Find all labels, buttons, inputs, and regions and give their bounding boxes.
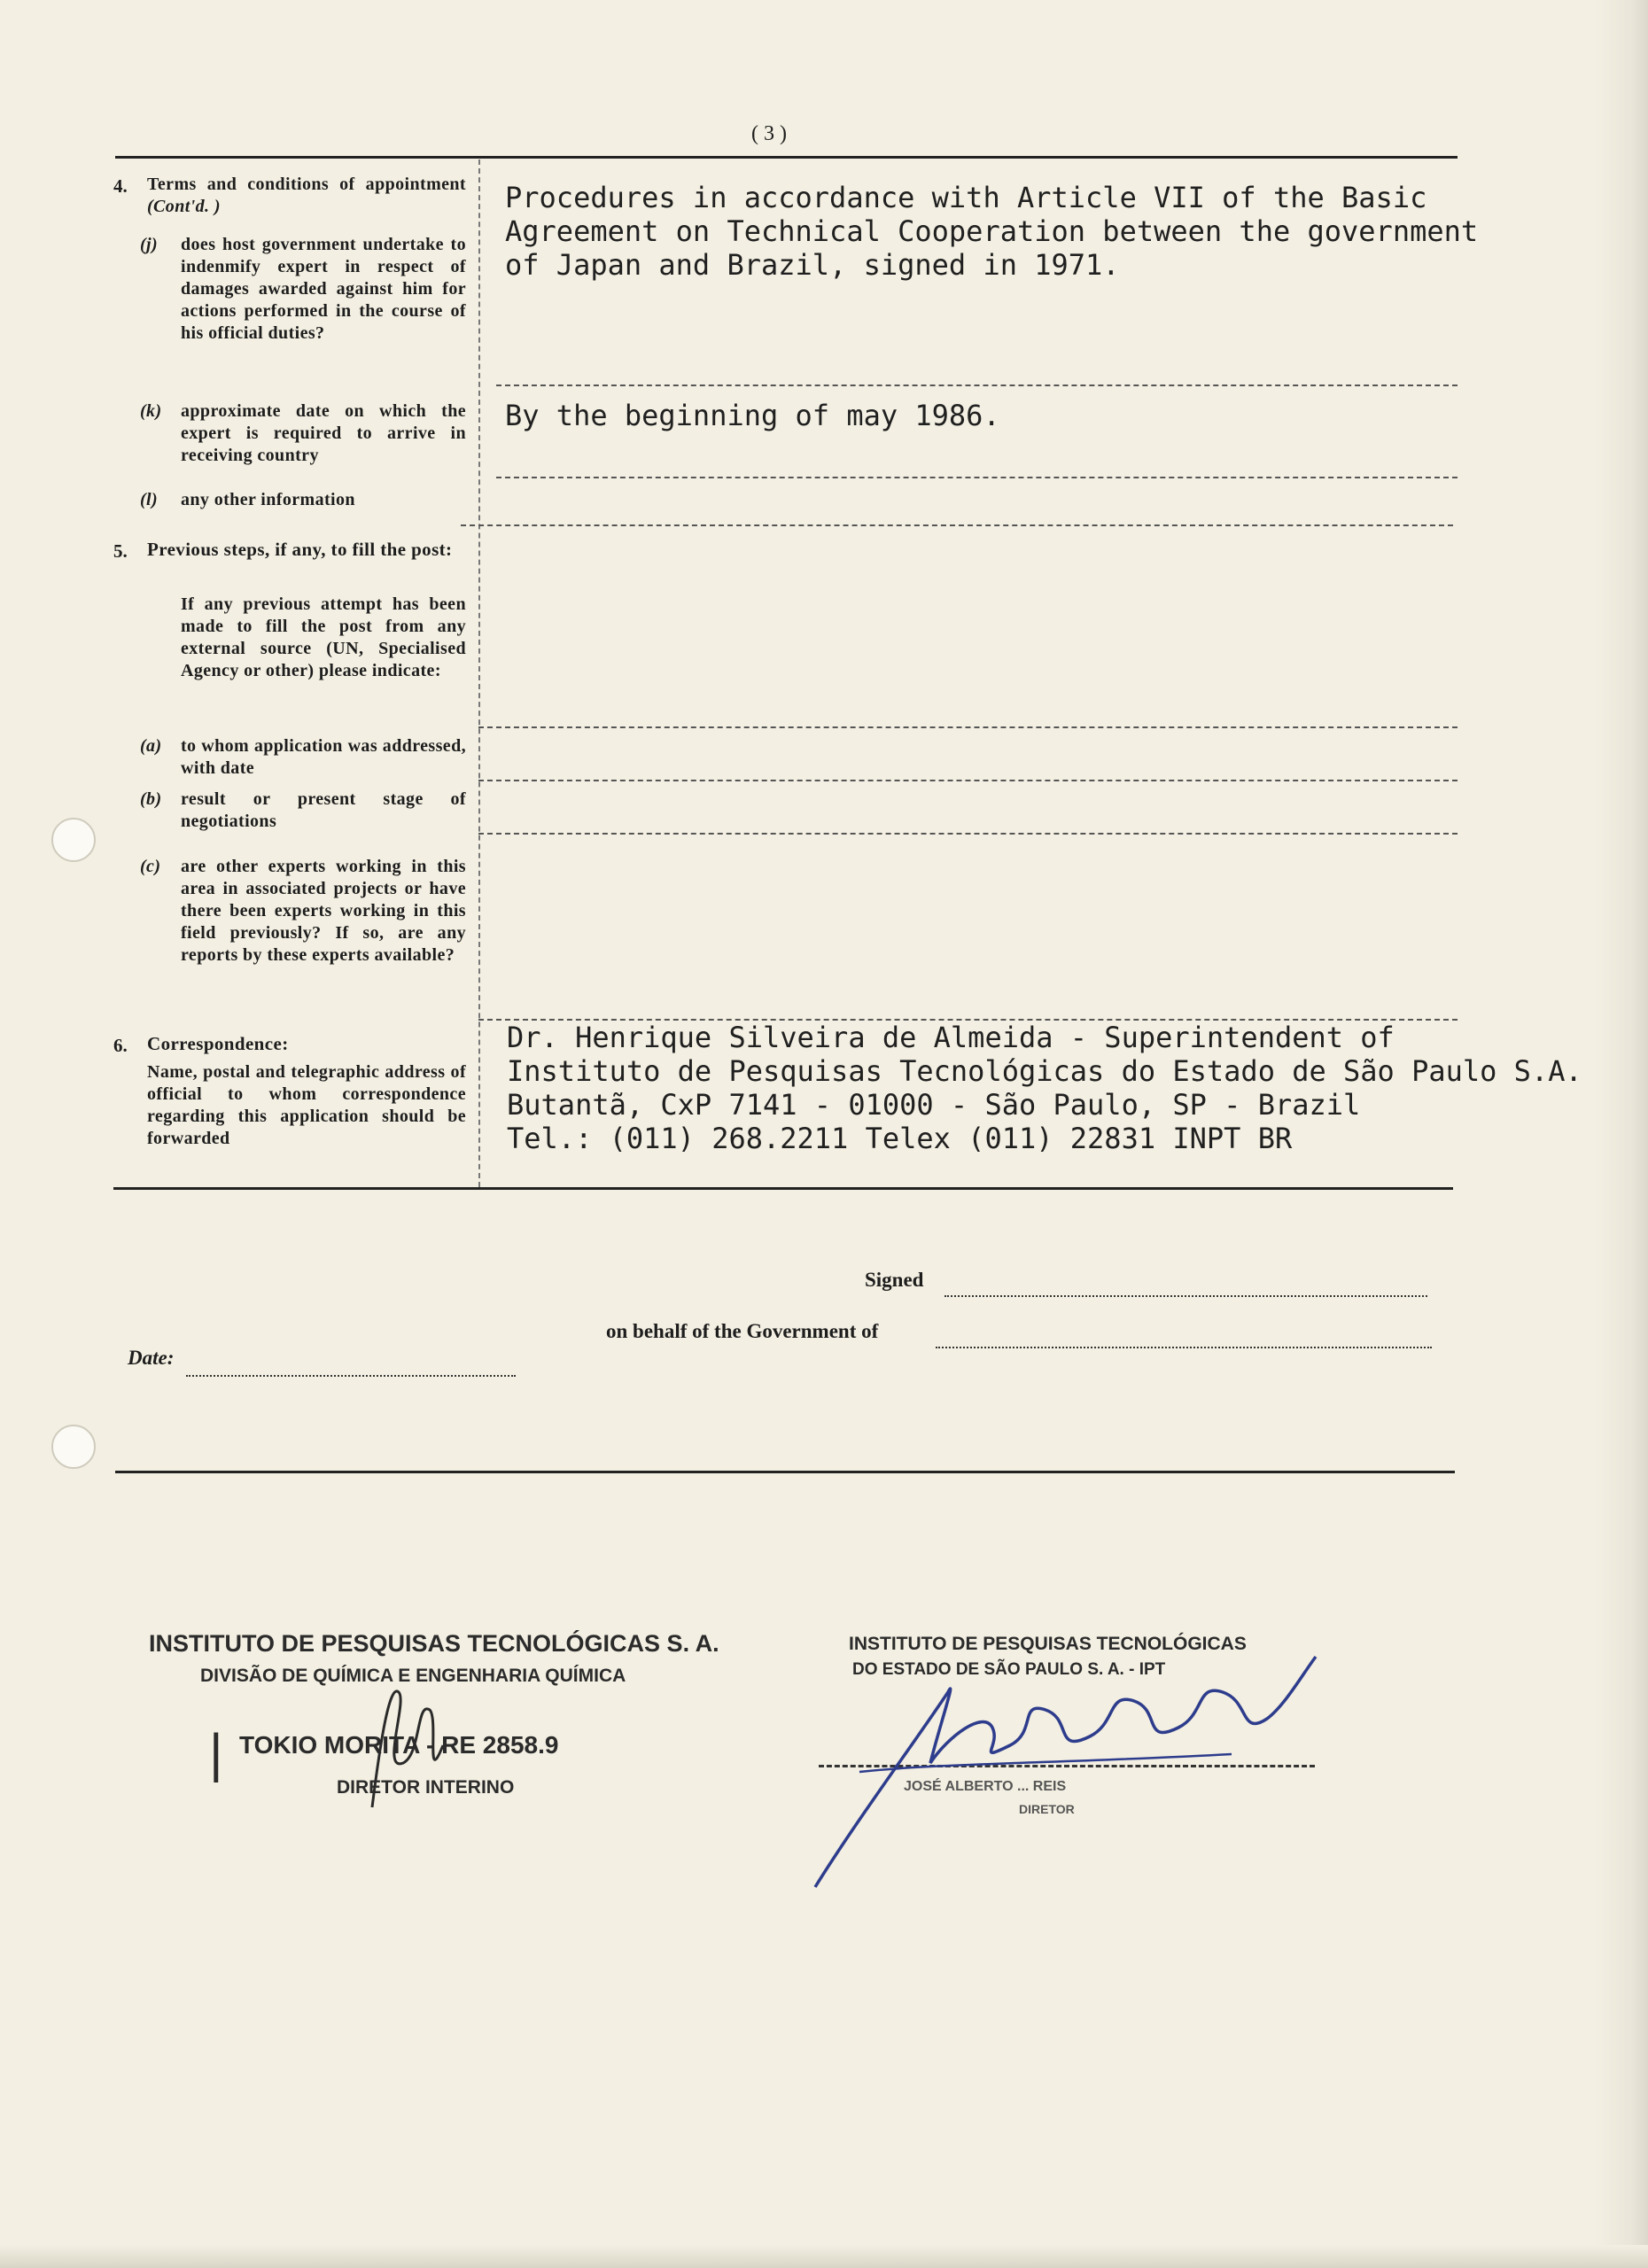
director-signature [806,1639,1320,1896]
behalf-label: on behalf of the Government of [606,1320,879,1342]
item-a-marker: (a) [140,736,162,756]
top-rule [115,156,1458,159]
paper-edge [1595,0,1648,2268]
section5-number: 5. [113,540,128,562]
item-j-marker: (j) [140,235,159,254]
section4-number: 4. [113,175,128,197]
column-divider [478,159,480,1187]
divider-b [478,833,1458,835]
stamp-left-line-4: DIRETOR INTERINO [337,1777,515,1798]
section6-title: Correspondence: [147,1033,289,1054]
section4-title [147,174,466,218]
footer-rule [115,1471,1455,1473]
left-initials-signature [354,1666,461,1825]
item-b-marker: (b) [140,789,162,809]
item-j-label: does host government undertake to indenmify expert in respect of damages awarded against him for actions performed in the course of his official duties? [181,235,466,343]
item-j-answer-line-2: Agreement on Technical Cooperation between the government [505,214,1479,248]
correspondence-line-1: Dr. Henrique Silveira de Almeida - Superintendent of [507,1021,1395,1054]
date-label: Date: [128,1347,175,1369]
item-k-label: approximate date on which the expert is required to arrive in receiving country [181,401,466,465]
correspondence-line-3: Butantã, CxP 7141 - 01000 - São Paulo, SP - Brazil [507,1088,1361,1122]
paper-bottom-edge [0,2245,1648,2268]
item-a-label: to whom application was addressed, with date [181,736,466,778]
punch-hole-top [51,818,96,862]
stamp-right-line-2: DO ESTADO DE SÃO PAULO S. A. - IPT [852,1660,1166,1679]
signed-line [944,1295,1427,1297]
item-c-label: are other experts working in this area in associated projects or have there been experts working in this field previously? If so, are any reports by these experts available? [181,857,466,965]
divider-5-intro [478,726,1458,728]
stamp-left-line-2: DIVISÃO DE QUÍMICA E ENGENHARIA QUÍMICA [200,1666,626,1686]
item-j-answer-line-3: of Japan and Brazil, signed in 1971. [505,248,1120,282]
item-l-label: any other information [181,490,355,509]
item-k-answer: By the beginning of may 1986. [505,399,1000,432]
section6-label: Name, postal and telegraphic address of official to whom correspondence regarding this application should be forwarded [147,1062,466,1148]
item-j-answer-line-1: Procedures in accordance with Article VII of the Basic [505,181,1427,214]
divider-k [496,477,1458,478]
page-number: ( 3 ) [751,122,787,145]
stamp-right-line-3: JOSÉ ALBERTO ... REIS [904,1779,1067,1794]
correspondence-line-2: Instituto de Pesquisas Tecnológicas do Estado de São Paulo S.A. [507,1054,1582,1088]
date-line [186,1375,516,1377]
item-k-marker: (k) [140,401,162,421]
section4-cont: (Cont'd. ) [147,197,221,216]
section4-title-text: Terms and conditions of appointment [147,175,466,194]
correspondence-line-4: Tel.: (011) 268.2211 Telex (011) 22831 INPT BR [507,1122,1293,1155]
stamp-left-line-3: TOKIO MORITA - RE 2858.9 [239,1731,559,1759]
section-end-rule [113,1187,1453,1190]
item-c-marker: (c) [140,857,161,876]
section6-number: 6. [113,1035,128,1056]
divider-a [478,780,1458,781]
government-line [936,1347,1432,1348]
signed-label: Signed [865,1269,924,1291]
stamp-left-line-1: INSTITUTO DE PESQUISAS TECNOLÓGICAS S. A. [149,1630,719,1657]
section5-intro: If any previous attempt has been made to fill the post from any external source (UN, Specialised Agency or other) please indicate: [181,594,466,680]
stamp-right-line-1: INSTITUTO DE PESQUISAS TECNOLÓGICAS [849,1634,1247,1654]
item-b-label: result or present stage of negotiations [181,789,466,831]
stamp-left-bracket: | [209,1723,223,1783]
stamp-right-line-4: DIRETOR [1019,1802,1075,1816]
section5-title: Previous steps, if any, to fill the post: [147,539,453,560]
divider-j [496,384,1458,386]
item-l-marker: (l) [140,490,159,509]
divider-l [461,524,1453,526]
punch-hole-bottom [51,1425,96,1469]
